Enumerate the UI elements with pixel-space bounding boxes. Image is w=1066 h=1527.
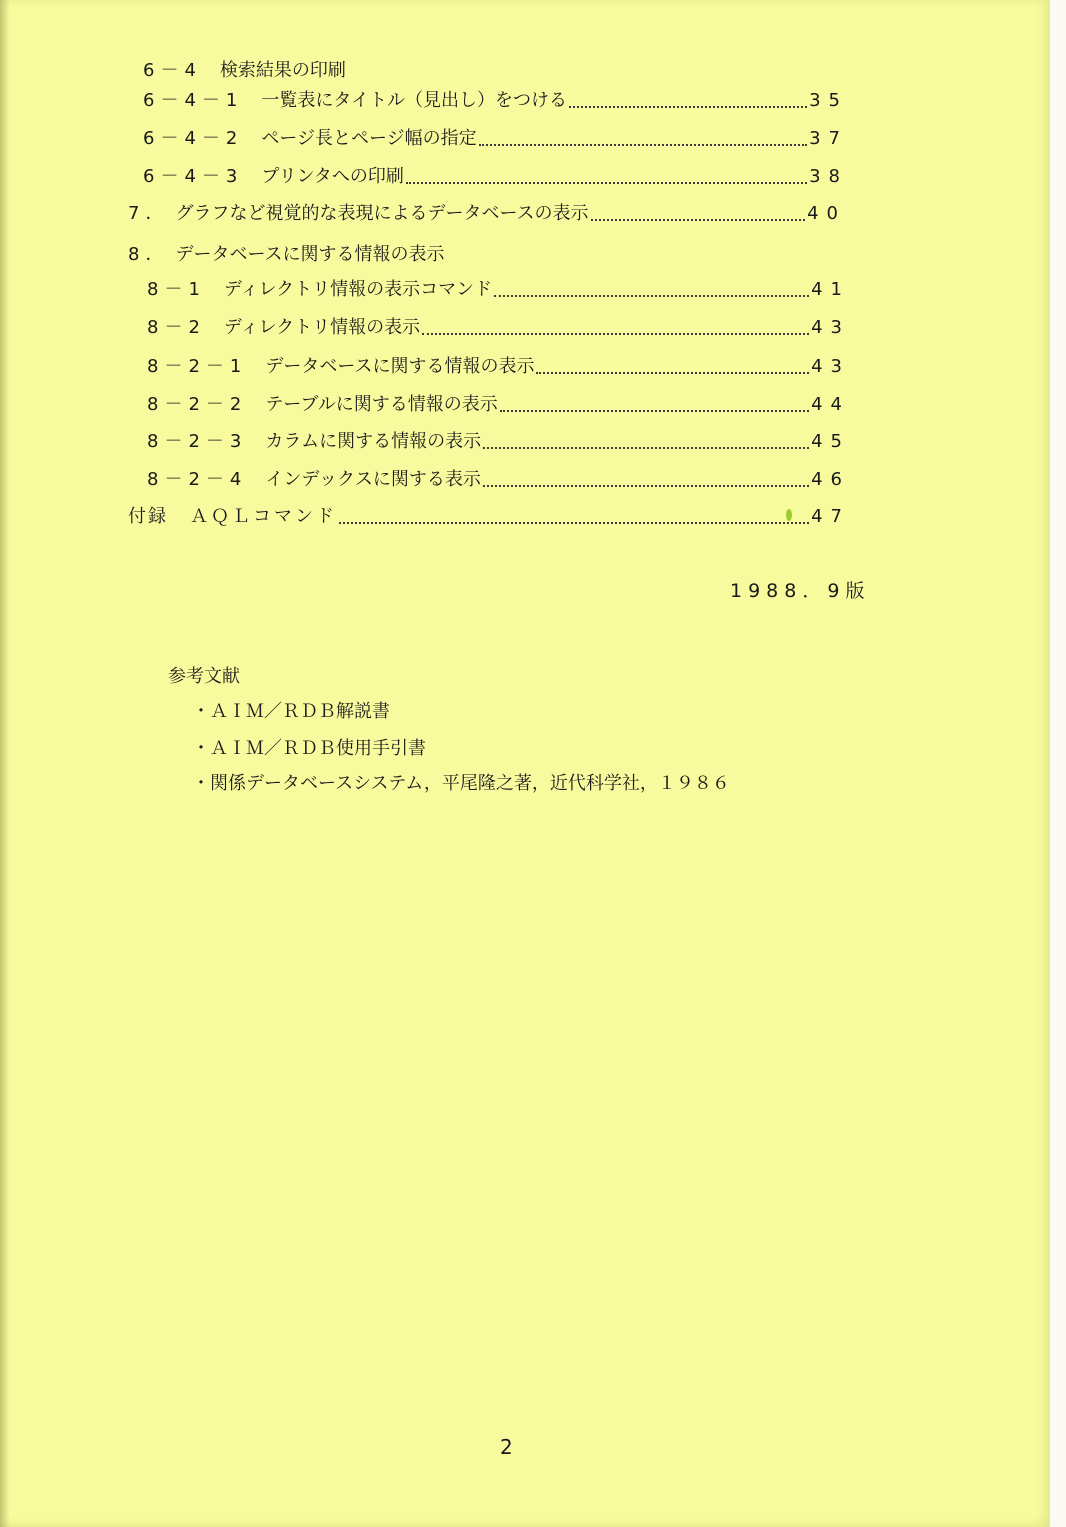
toc-entry-page: 37 — [809, 128, 848, 149]
toc-entry-page: 35 — [809, 90, 848, 111]
dot-leader — [483, 463, 809, 497]
reference-item: ・ＡＩＭ／ＲＤＢ解説書 — [192, 701, 390, 722]
toc-entry-number: 8－2－4 — [147, 469, 248, 490]
toc-entry-title: データベースに関する情報の表示 — [175, 244, 445, 265]
toc-entry-number: 6－4 — [143, 60, 202, 81]
toc-entry-number: 付録 — [128, 506, 168, 527]
toc-entry-number: 6－4－1 — [143, 90, 244, 111]
toc-entry-page: 44 — [811, 394, 850, 415]
toc-entry-title: データベースに関する情報の表示 — [265, 356, 535, 377]
toc-entry-page: 43 — [811, 317, 850, 338]
toc-entry-number: 8－2－1 — [147, 356, 248, 377]
toc-entry-title: インデックスに関する表示 — [265, 469, 481, 490]
toc-entry — [147, 388, 850, 422]
toc-entry-title: テーブルに関する情報の表示 — [265, 394, 498, 415]
toc-entry — [143, 54, 843, 88]
dot-leader — [494, 273, 809, 307]
toc-entry-page: 40 — [807, 203, 846, 224]
dot-leader — [591, 197, 806, 231]
toc-entry-page: 43 — [811, 356, 850, 377]
toc-entry — [128, 500, 850, 534]
toc-entry-title: プリンタへの印刷 — [261, 166, 404, 187]
toc-entry — [147, 350, 850, 384]
dot-leader — [339, 500, 809, 534]
dot-leader — [569, 84, 807, 118]
dot-leader — [536, 350, 809, 384]
toc-entry — [128, 238, 828, 272]
toc-entry-page: 47 — [811, 506, 850, 527]
scan-margin — [1050, 0, 1066, 1527]
toc-entry-number: 8－1 — [147, 279, 206, 300]
dot-leader — [422, 311, 809, 345]
toc-entry-page: 46 — [811, 469, 850, 490]
toc-entry — [147, 463, 850, 497]
toc-entry-title: ディレクトリ情報の表示 — [223, 317, 421, 338]
binding-shadow — [0, 0, 10, 1527]
toc-entry-title: ページ長とページ幅の指定 — [261, 128, 477, 149]
toc-entry-number: 8． — [128, 244, 170, 265]
toc-entry-page: 38 — [809, 166, 848, 187]
dot-leader — [479, 122, 807, 156]
toc-entry-number: 6－4－2 — [143, 128, 244, 149]
toc-entry-number: 6－4－3 — [143, 166, 244, 187]
toc-entry-title: カラムに関する情報の表示 — [265, 431, 482, 452]
page-number: 2 — [500, 1435, 513, 1459]
dot-leader — [483, 425, 809, 459]
toc-entry-number: 8－2 — [147, 317, 206, 338]
edition-label: 1988．9版 — [730, 580, 871, 602]
dot-leader — [406, 160, 807, 194]
reference-item: ・関係データベースシステム，平尾隆之著，近代科学社，１９８６ — [192, 773, 730, 794]
toc-entry-title: ＡＱＬコマンド — [190, 506, 337, 527]
reference-item: ・ＡＩＭ／ＲＤＢ使用手引書 — [192, 738, 426, 759]
toc-entry — [147, 425, 850, 459]
toc-entry-number: 7． — [128, 203, 170, 224]
references-heading: 参考文献 — [168, 666, 240, 687]
toc-entry — [143, 122, 848, 156]
toc-entry-number: 8－2－2 — [147, 394, 248, 415]
toc-entry — [147, 311, 850, 345]
toc-entry — [143, 160, 848, 194]
toc-entry-title: 検索結果の印刷 — [219, 60, 346, 81]
toc-entry — [147, 273, 850, 307]
toc-entry-title: 一覧表にタイトル（見出し）をつける — [261, 90, 567, 111]
toc-entry-page: 41 — [811, 279, 850, 300]
toc-entry-title: ディレクトリ情報の表示コマンド — [223, 279, 493, 300]
scan-speck — [786, 509, 792, 521]
toc-entry — [143, 84, 848, 118]
toc-entry-page: 45 — [811, 431, 850, 452]
toc-entry-title: グラフなど視覚的な表現によるデータベースの表示 — [175, 203, 589, 224]
toc-entry-number: 8－2－3 — [147, 431, 248, 452]
dot-leader — [500, 388, 809, 422]
toc-entry — [128, 197, 846, 231]
